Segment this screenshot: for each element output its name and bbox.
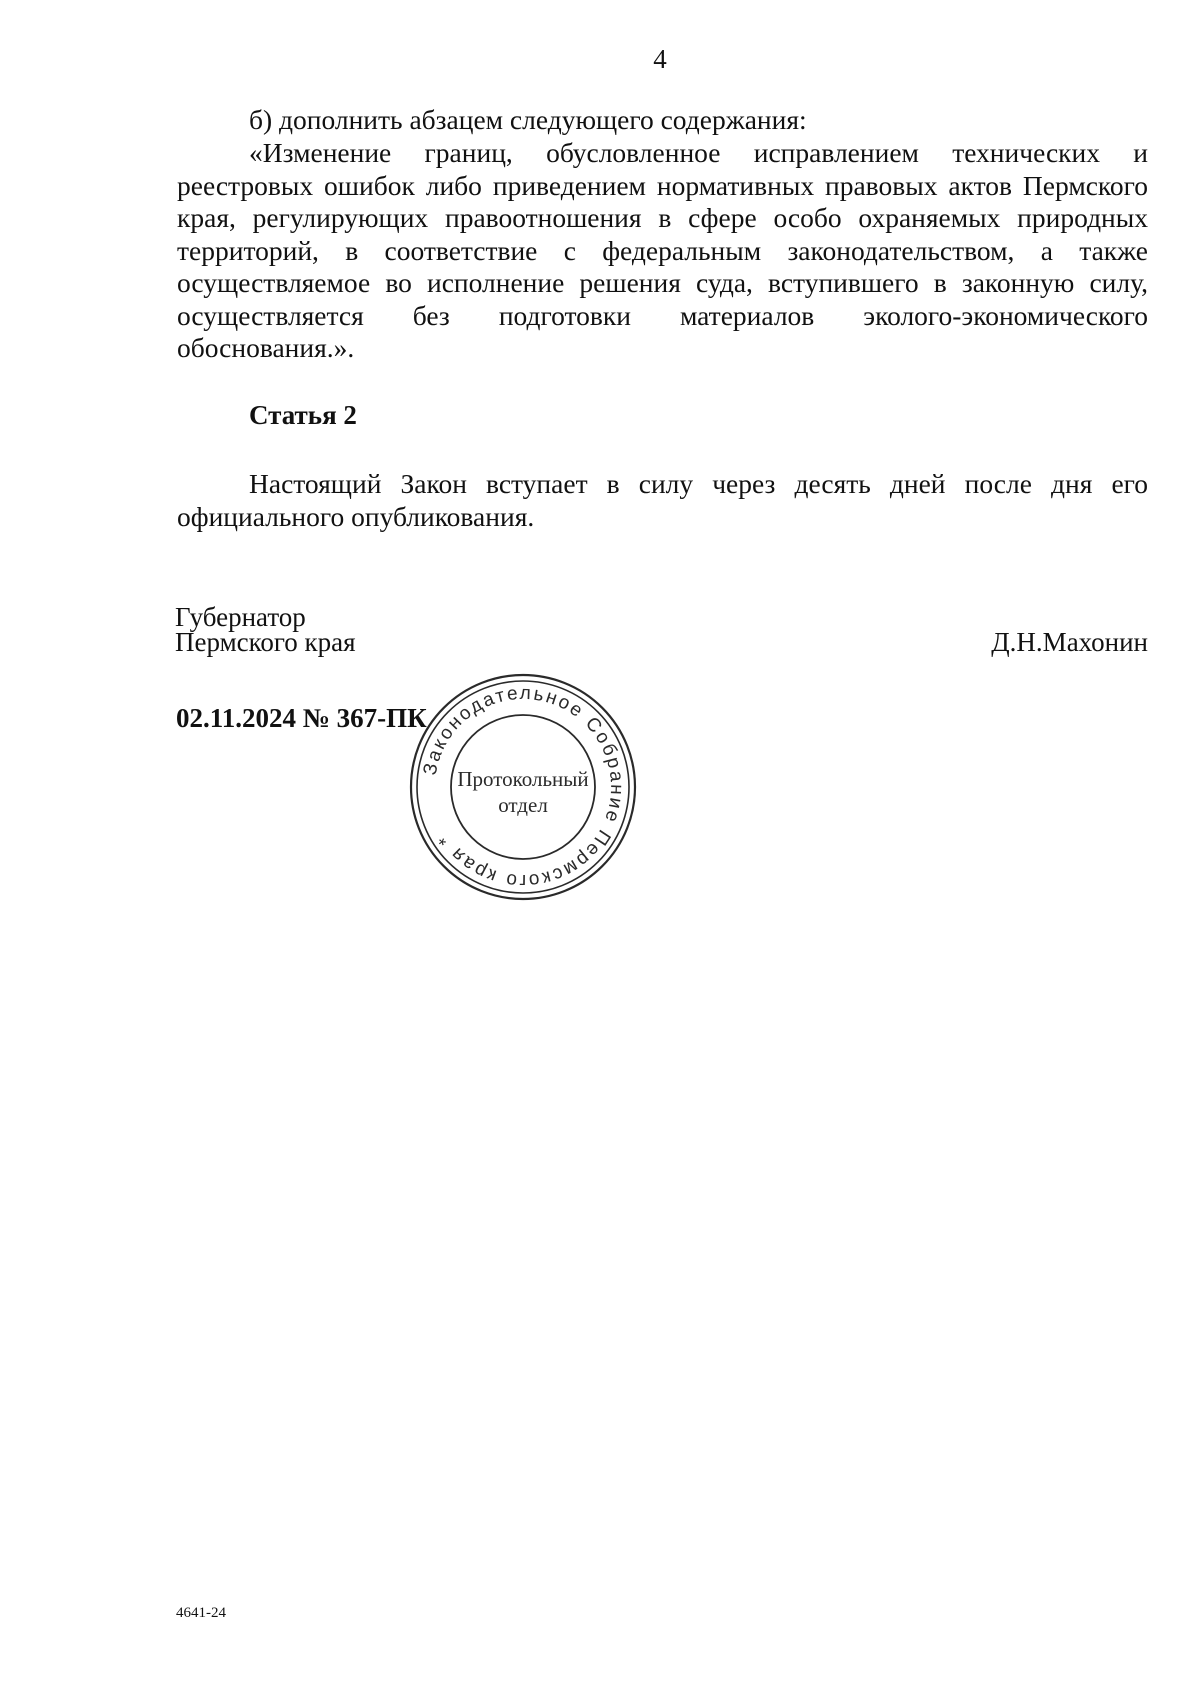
stamp-ring-text: Законодательное Собрание Пермского края * — [419, 682, 628, 892]
signatory-title-line1: Губернатор — [175, 602, 306, 632]
signatory-name: Д.Н.Махонин — [991, 627, 1148, 657]
amendment-intro: б) дополнить абзацем следующего содержания: — [249, 104, 807, 135]
law-date-number: 02.11.2024 № 367-ПК — [176, 703, 427, 733]
document-code: 4641-24 — [176, 1605, 226, 1621]
article-text: Настоящий Закон вступает в силу через десять дней после дня его официального опубликования. — [177, 468, 1148, 532]
amendment-text: «Изменение границ, обусловленное исправлением технических и реестровых ошибок либо приведением нормативных правовых актов Пермского края, регулирующих правоотношения в сфере особо охраняемых природных территорий, в соответствие с федеральным законодательством, а также осуществляемое во исполнение решения суда, вступившего в законную силу, осуществляется без подготовки материалов эколого-экономического обоснования.». — [177, 137, 1148, 363]
stamp-center-line2: отдел — [498, 793, 548, 817]
signatory-title — [175, 602, 356, 657]
article-heading: Статья 2 — [249, 400, 357, 430]
stamp-center-line1: Протокольный — [457, 767, 589, 791]
protocol-stamp — [408, 672, 638, 902]
signatory-title-line2: Пермского края — [175, 627, 356, 657]
page-number: 4 — [653, 44, 667, 74]
